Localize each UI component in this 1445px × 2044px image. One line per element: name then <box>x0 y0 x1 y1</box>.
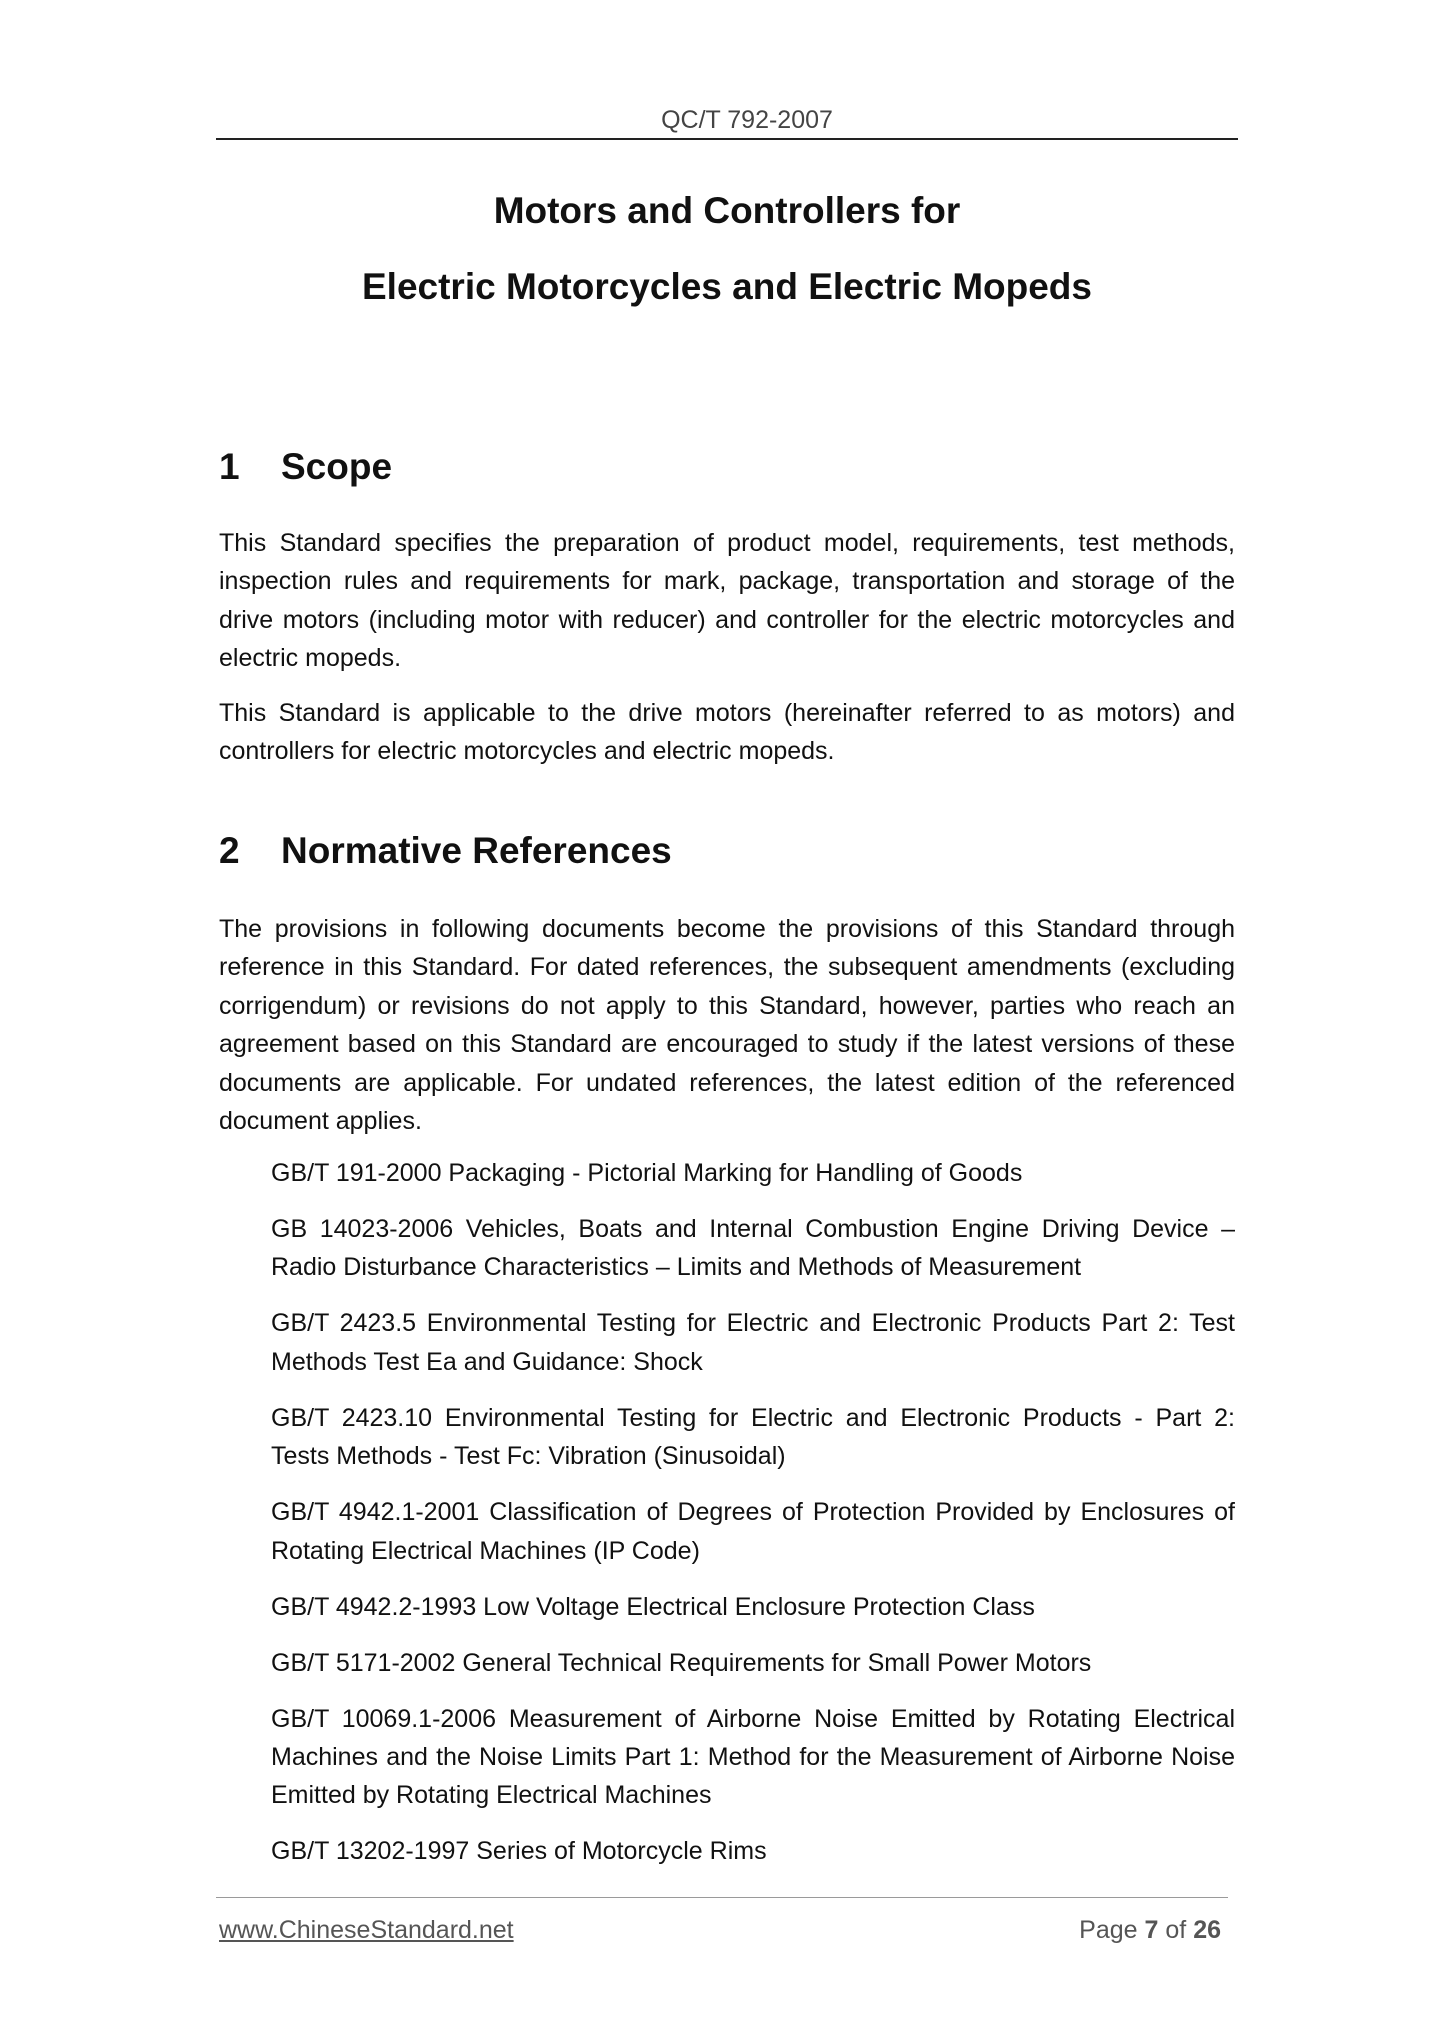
document-title-line-1: Motors and Controllers for <box>493 190 961 231</box>
reference-list <box>271 1154 1235 1888</box>
reference-item: GB 14023-2006 Vehicles, Boats and Internal Combustion Engine Driving Device – Radio Disturbance Characteristics – Limits and Methods of Measurement <box>271 1215 1235 1282</box>
page-header <box>216 98 1238 140</box>
scope-paragraph: This Standard specifies the preparation of product model, requirements, test methods, inspection rules and requirements for mark, package, transportation and storage of the drive motors (including motor with reducer) and controller for the electric motorcycles and electric mopeds. <box>219 529 1235 673</box>
section-number: 1 <box>219 446 240 487</box>
references-intro-paragraph: The provisions in following documents become the provisions of this Standard through reference in this Standard. For dated references, the subsequent amendments (excluding corrigendum) or revisions do not apply to this Standard, however, parties who reach an agreement based on this Standard are encouraged to study if the latest versions of these documents are applicable. For undated references, the latest edition of the referenced document applies. <box>219 915 1235 1136</box>
section-title: Scope <box>281 446 393 487</box>
page-of-label: of <box>1165 1916 1187 1944</box>
section-number: 2 <box>219 830 240 871</box>
website-link[interactable]: www.ChineseStandard.net <box>219 1916 514 1944</box>
reference-item: GB/T 13202-1997 Series of Motorcycle Rims <box>271 1837 767 1866</box>
footer-divider <box>216 1897 1228 1898</box>
section-title: Normative References <box>281 830 672 871</box>
page-number <box>1079 1916 1221 1945</box>
reference-item: GB/T 2423.5 Environmental Testing for Electric and Electronic Products Part 2: Test Methods Test Ea and Guidance: Shock <box>271 1309 1235 1376</box>
standard-code: QC/T 792-2007 <box>661 106 833 134</box>
document-title-line-2: Electric Motorcycles and Electric Mopeds <box>362 266 1092 307</box>
section-heading-scope <box>219 446 392 488</box>
page-label: Page <box>1079 1916 1138 1944</box>
reference-item: GB/T 2423.10 Environmental Testing for Electric and Electronic Products - Part 2: Tests Methods - Test Fc: Vibration (Sinusoidal) <box>271 1403 1235 1471</box>
reference-item: GB/T 5171-2002 General Technical Requirements for Small Power Motors <box>271 1648 1092 1677</box>
total-page-count: 26 <box>1193 1916 1221 1944</box>
section-heading-normative-references <box>219 830 672 872</box>
reference-item: GB/T 4942.2-1993 Low Voltage Electrical Enclosure Protection Class <box>271 1592 1035 1621</box>
reference-item: GB/T 191-2000 Packaging - Pictorial Marking for Handling of Goods <box>271 1159 1023 1187</box>
scope-paragraph: This Standard is applicable to the drive motors (hereinafter referred to as motors) and controllers for electric motorcycles and electric mopeds. <box>219 699 1235 766</box>
reference-item: GB/T 4942.1-2001 Classification of Degrees of Protection Provided by Enclosures of Rotating Electrical Machines (IP Code) <box>271 1498 1235 1565</box>
reference-item: GB/T 10069.1-2006 Measurement of Airborne Noise Emitted by Rotating Electrical Machines and the Noise Limits Part 1: Method for the Measurement of Airborne Noise Emitted by Rotating Electrical Machines <box>271 1704 1235 1810</box>
current-page-number: 7 <box>1144 1916 1159 1944</box>
